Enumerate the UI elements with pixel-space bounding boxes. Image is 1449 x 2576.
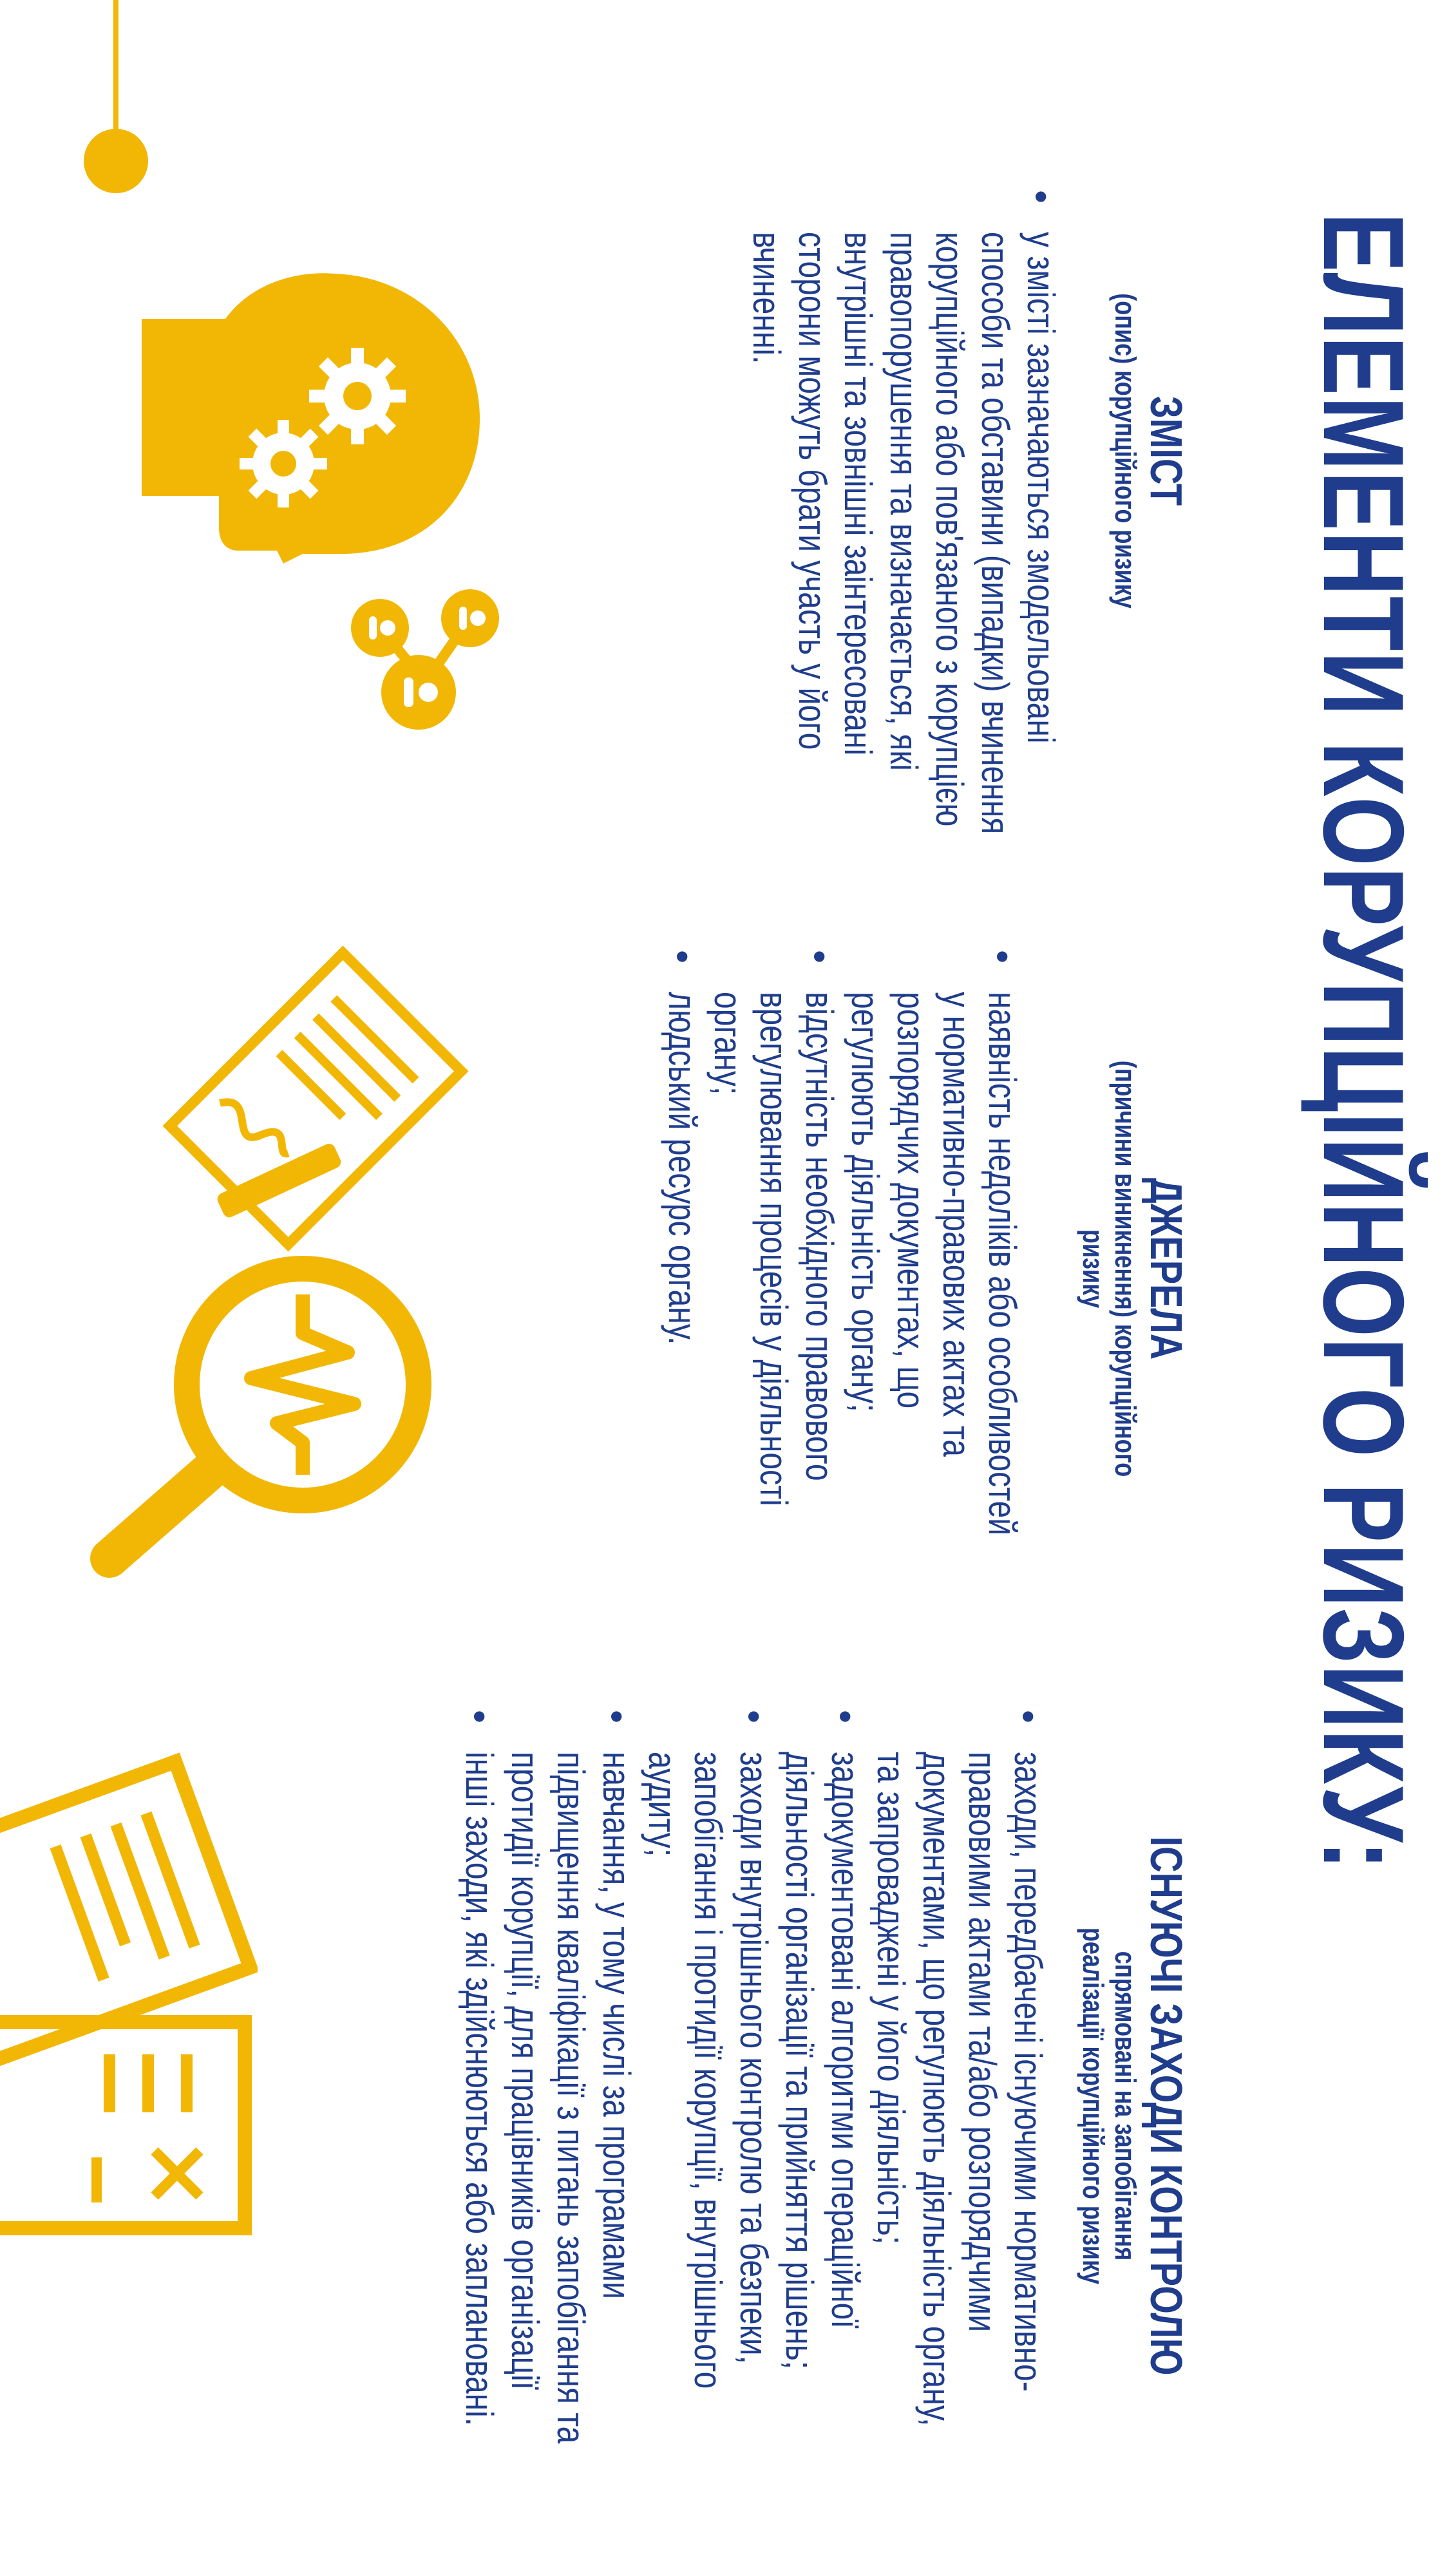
- bullet-list: [457, 1710, 1051, 2460]
- head-gears-icon: [135, 258, 496, 567]
- column-content: [744, 190, 1191, 869]
- page-title: ЕЛЕМЕНТИ КОРУПЦІЙНОГО РИЗИКУ:: [1300, 213, 1428, 1871]
- list-item: • навчання, у тому числі за програмами підвищення кваліфікації з питань запобігання та протидії корупції, для працівників організації: [504, 1710, 638, 2444]
- bullet-list: [744, 190, 1064, 869]
- list-item: • інші заходи, які здійснюються або заплановані.: [458, 1710, 501, 2427]
- heading-label: ЗМІСТ: [1141, 395, 1191, 506]
- list-item: • задокументовані алгоритми операційної діяльності організації та прийняття рішень;: [778, 1710, 867, 2370]
- column-controls: [457, 1710, 1191, 2460]
- column-sources: [659, 950, 1191, 1546]
- accent-dot: [84, 129, 148, 193]
- accent-line: [113, 0, 118, 134]
- list-item: • відсутність необхідного правового врегулювання процесів у діяльності органу;: [706, 950, 841, 1506]
- column-heading: [1077, 1752, 1191, 2460]
- list-item: • заходи внутрішнього контролю та безпеки, запобігання і протидії корупції, внутрішнього аудиту;: [641, 1710, 775, 2389]
- subheading-label: спрямовані на запобігання реалізації корупційного ризику: [1077, 1927, 1142, 2285]
- heading-label: ДЖЕРЕЛА: [1141, 1177, 1191, 1360]
- bullet-list: [659, 950, 1025, 1546]
- subheading-label: (причини виникнення) корупційного ризику: [1077, 1060, 1142, 1477]
- list-item: • у змісті зазначаються змодельовані способи та обставини (випадки) вчинення корупційного або пов'язаного з корупцією правопорушення та визначається, які внутрішні та зовнішні заінтересовані сторони можуть брати участь у його вчиненні.: [745, 190, 1063, 835]
- heading-label: ІСНУЮЧІ ЗАХОДИ КОНТРОЛЮ: [1141, 1836, 1191, 2376]
- column-heading: [1077, 985, 1191, 1552]
- list-item: • наявність недоліків або особливостей у нормативно-правових актах та розпорядчих документах, що регулюють діяльність органу;: [844, 950, 1024, 1536]
- list-item: • людський ресурс органу.: [661, 950, 704, 1345]
- subheading-label: (опис) корупційного ризику: [1109, 293, 1142, 609]
- column-heading: [1109, 97, 1191, 805]
- magnifier-pulse-icon: [58, 1236, 457, 1597]
- list-item: • заходи, передбачені існуючими нормативно-правовими актами та/або розпорядчими документами, що регулюють діяльність органу, та запроваджені у його діяльність;: [869, 1710, 1050, 2427]
- document-signature-icon: [135, 927, 496, 1288]
- people-network-icon: [341, 580, 522, 747]
- documents-checklist-icon: [0, 1752, 258, 2241]
